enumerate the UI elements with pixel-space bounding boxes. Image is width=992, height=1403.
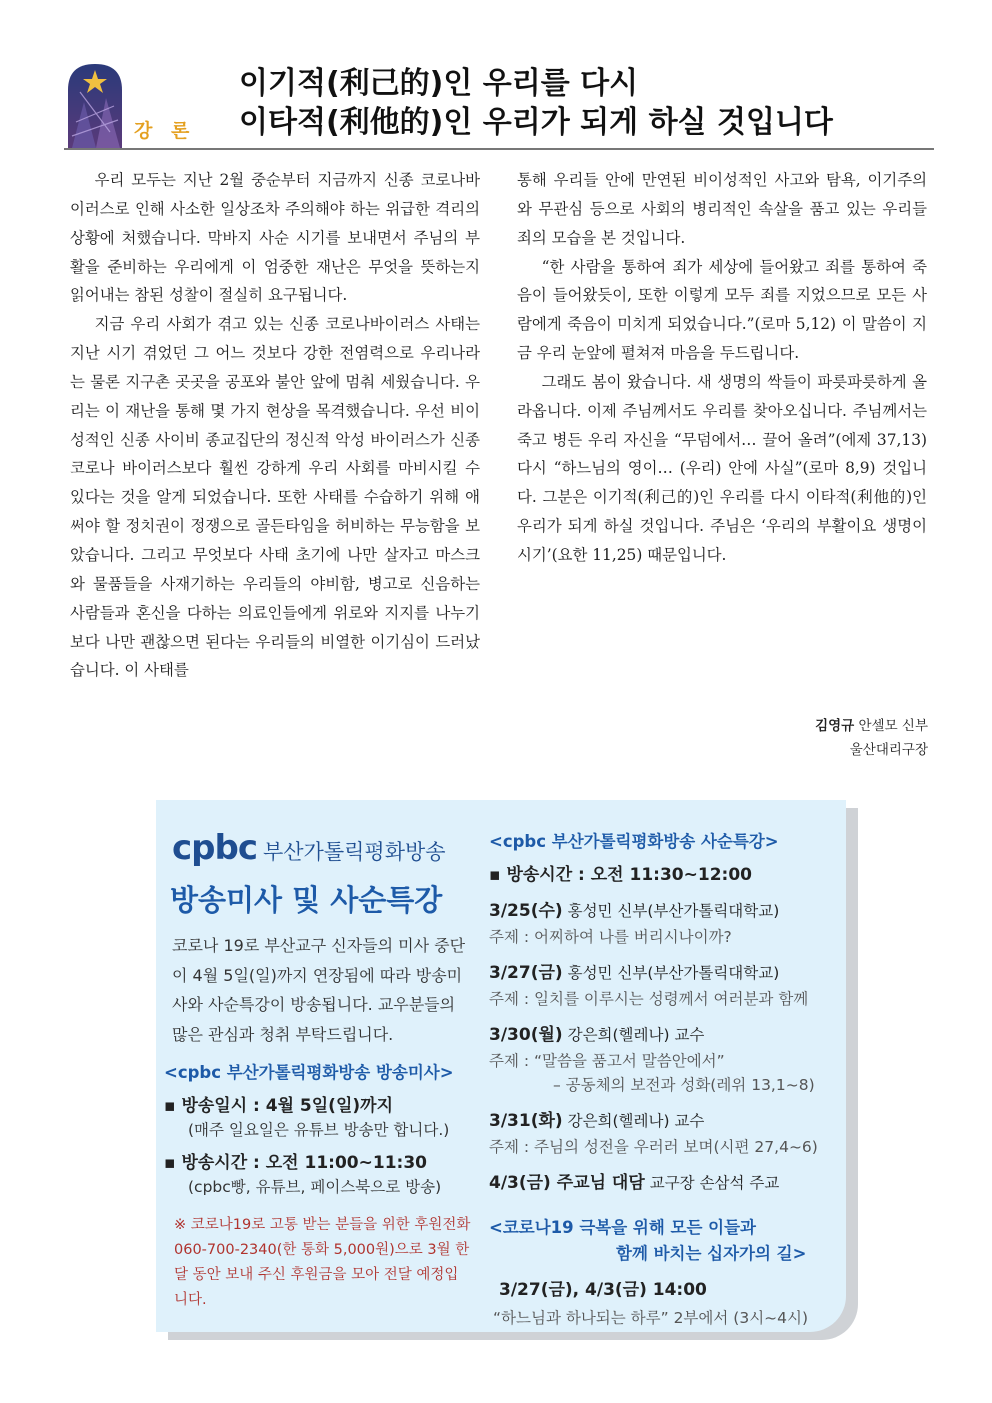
lecture-session	[489, 1168, 839, 1193]
way-of-cross-description: “하느님과 하나되는 하루” 2부에서 (3시~4시)	[493, 1309, 809, 1327]
lecture-time: ▪ 방송시간 : 오전 11:30~12:00	[489, 865, 752, 885]
session-date: 3/30(월)	[489, 1025, 563, 1045]
paragraph: 우리 모두는 지난 2월 중순부터 지금까지 신종 코로나바이러스로 인해 사소한 일상조차 주의해야 하는 위급한 격리의 상황에 처했습니다. 막바지 사순 시기를 보내면서 주님의 부활을 준비하는 우리에게 이 엄중한 재난은 무엇을 뜻하는지 읽어내는 참된 성찰이 절실히 요구됩니다.	[70, 171, 480, 305]
session-date: 4/3(금) 주교님 대담	[489, 1173, 645, 1193]
session-date: 3/27(금)	[489, 963, 563, 983]
author-position: 울산대리구장	[849, 742, 928, 758]
way-of-cross-date: 3/27(금), 4/3(금) 14:00	[499, 1280, 707, 1300]
donation-notice: ※ 코로나19로 고통 받는 분들을 위한 후원전화 060-700-2340(한 통화 5,000원)으로 3월 한 달 동안 보내 주신 후원금을 모아 전달 예정입니다.	[174, 1217, 471, 1308]
author-title: 안셀모 신부	[858, 718, 928, 734]
ad-title: 방송미사 및 사순특강	[170, 883, 443, 917]
lecture-session	[489, 1106, 839, 1157]
ad-left-column	[164, 828, 472, 1313]
broadcast-ad-box	[156, 800, 846, 1332]
session-topic: 주제 : 일치를 이루시는 성령께서 여러분과 함께	[489, 990, 809, 1008]
author-signature	[815, 714, 928, 762]
mass-date-note: (매주 일요일은 유튜브 방송만 합니다.)	[188, 1121, 450, 1139]
cpbc-logo: cpbc	[172, 828, 257, 868]
session-topic: 주제 : 주님의 성전을 우러러 보며(시편 27,4~6)	[489, 1138, 818, 1156]
mass-heading: <cpbc 부산가톨릭평화방송 방송미사>	[164, 1063, 454, 1082]
title-line-2: 이타적(利他的)인 우리가 되게 하실 것입니다	[239, 105, 833, 140]
session-speaker: 강은희(헬레나) 교수	[567, 1112, 705, 1130]
article-title	[239, 64, 833, 142]
session-topic-sub: – 공동체의 보전과 성화(레위 13,1~8)	[553, 1076, 815, 1094]
session-topic: 주제 : “말씀을 품고서 말씀안에서”	[489, 1052, 725, 1070]
lecture-session	[489, 896, 839, 947]
lecture-session	[489, 1020, 839, 1095]
session-speaker: 강은희(헬레나) 교수	[567, 1026, 705, 1044]
mass-date: ▪ 방송일시 : 4월 5일(일)까지	[164, 1096, 393, 1116]
paragraph: 통해 우리들 안에 만연된 비이성적인 사고와 탐욕, 이기주의와 무관심 등으로 사회의 병리적인 속살을 품고 있는 우리들 죄의 모습을 본 것입니다.	[517, 171, 927, 247]
stained-glass-logo-icon	[66, 62, 124, 148]
ad-right-column	[489, 828, 839, 1328]
session-date: 3/31(화)	[489, 1111, 563, 1131]
mass-time: ▪ 방송시간 : 오전 11:00~11:30	[164, 1153, 427, 1173]
paragraph: “한 사람을 통하여 죄가 세상에 들어왔고 죄를 통하여 죽음이 들어왔듯이, 또한 이렇게 모두 죄를 지었으므로 모든 사람에게 죽음이 미치게 되었습니다.”(로마 5,12) 이 말씀이 지금 우리 눈앞에 펼쳐져 마음을 두드립니다.	[517, 257, 927, 363]
ad-intro: 코로나 19로 부산교구 신자들의 미사 중단이 4월 5일(일)까지 연장됨에 따라 방송미사와 사순특강이 방송됩니다. 교우분들의 많은 관심과 청취 부탁드립니다.	[172, 936, 466, 1044]
article-right-column	[517, 166, 927, 570]
title-line-1: 이기적(利己的)인 우리를 다시	[239, 66, 639, 101]
lecture-heading: <cpbc 부산가톨릭평화방송 사순특강>	[489, 832, 779, 851]
broadcaster-line	[172, 828, 472, 868]
broadcaster-name: 부산가톨릭평화방송	[262, 840, 446, 864]
article-left-column	[70, 166, 480, 685]
session-speaker: 홍성민 신부(부산가톨릭대학교)	[567, 902, 780, 920]
author-name: 김영규	[815, 718, 855, 734]
session-topic: 주제 : 어찌하여 나를 버리시나이까?	[489, 928, 732, 946]
section-label: 강 론	[134, 120, 196, 142]
session-date: 3/25(수)	[489, 901, 563, 921]
header-divider	[64, 148, 934, 150]
lecture-session	[489, 958, 839, 1009]
session-speaker: 홍성민 신부(부산가톨릭대학교)	[567, 964, 780, 982]
paragraph: 지금 우리 사회가 겪고 있는 신종 코로나바이러스 사태는 지난 시기 겪었던 그 어느 것보다 강한 전염력으로 우리나라는 물론 지구촌 곳곳을 공포와 불안 앞에 멈춰 세웠습니다. 우리는 이 재난을 통해 몇 가지 현상을 목격했습니다. 우선 비이성적인 신종 사이비 종교집단의 정신적 악성 바이러스가 신종 코로나 바이러스보다 훨씬 강하게 우리 사회를 마비시킬 수 있다는 것을 알게 되었습니다. 또한 사태를 수습하기 위해 애써야 할 정치권이 정쟁으로 골든타임을 허비하는 무능함을 보았습니다. 그리고 무엇보다 사태 초기에 나만 살자고 마스크와 물품들을 사재기하는 우리들의 야비함, 병고로 신음하는 사람들과 혼신을 다하는 의료인들에게 위로와 지지를 나누기보다 나만 괜찮으면 된다는 우리들의 비열한 이기심이 드러났습니다. 이 사태를	[70, 315, 480, 680]
article-header	[64, 58, 934, 150]
session-speaker: 교구장 손삼석 주교	[649, 1174, 780, 1192]
way-heading-line-1: <코로나19 극복을 위해 모든 이들과	[489, 1218, 756, 1237]
way-heading-line-2: 함께 바치는 십자가의 길>	[616, 1244, 807, 1263]
mass-time-note: (cpbc빵, 유튜브, 페이스북으로 방송)	[188, 1178, 442, 1196]
way-of-cross-heading	[489, 1215, 839, 1267]
paragraph: 그래도 봄이 왔습니다. 새 생명의 싹들이 파릇파릇하게 올라옵니다. 이제 주님께서도 우리를 찾아오십니다. 주님께서는 죽고 병든 우리 자신을 “무덤에서… 끌어 올려”(에제 37,13) 다시 “하느님의 영이… (우리) 안에 사실”(로마 8,9) 것입니다. 그분은 이기적(利己的)인 우리를 다시 이타적(利他的)인 우리가 되게 하실 것입니다. 주님은 ‘우리의 부활이요 생명이시기’(요한 11,25) 때문입니다.	[517, 372, 927, 564]
